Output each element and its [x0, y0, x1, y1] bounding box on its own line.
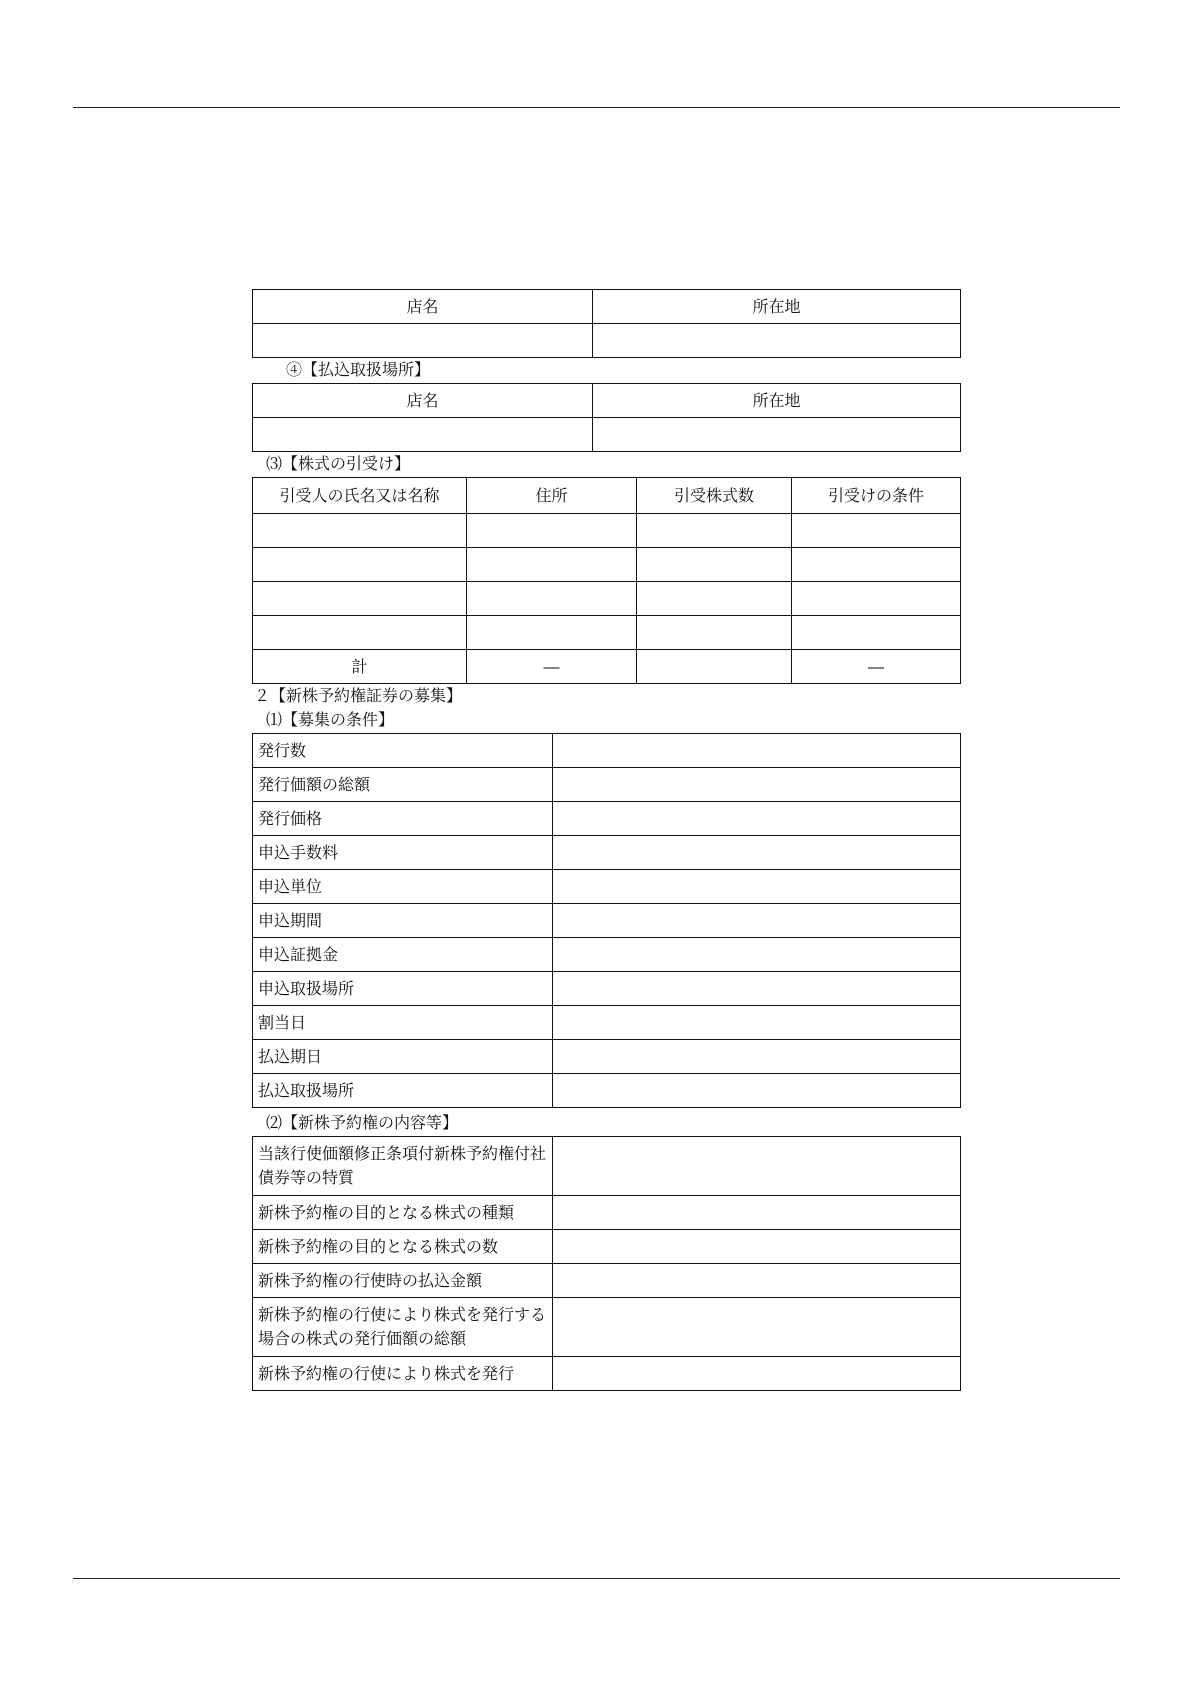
table-header-row — [253, 290, 961, 324]
table-row — [253, 418, 961, 452]
table-row — [253, 1196, 961, 1230]
row-value — [553, 972, 961, 1006]
table-row — [253, 938, 961, 972]
table-row — [253, 1264, 961, 1298]
table-cell — [637, 548, 792, 582]
header-cell: 引受株式数 — [637, 478, 792, 514]
row-label: 新株予約権の行使により株式を発行 — [253, 1357, 553, 1391]
table-cell — [792, 548, 961, 582]
table-cell — [637, 650, 792, 684]
row-value — [553, 1230, 961, 1264]
table-cell — [792, 514, 961, 548]
table-cell — [253, 514, 467, 548]
table-cell — [637, 514, 792, 548]
table-cell: ― — [467, 650, 637, 684]
header-cell: 所在地 — [593, 290, 961, 324]
total-label: 計 — [253, 650, 467, 684]
table-cell — [253, 548, 467, 582]
content-table — [252, 1136, 961, 1391]
table-cell — [593, 418, 961, 452]
header-rule — [73, 107, 1120, 108]
payment-place-heading: ④【払込取扱場所】 — [286, 360, 431, 379]
row-label: 申込単位 — [253, 870, 553, 904]
row-value — [553, 904, 961, 938]
row-label: 新株予約権の目的となる株式の種類 — [253, 1196, 553, 1230]
table-row — [253, 582, 961, 616]
row-label: 発行価格 — [253, 802, 553, 836]
table-row — [253, 904, 961, 938]
section-2-heading: ２【新株予約権証券の募集】 — [254, 686, 463, 705]
row-label: 新株予約権の行使により株式を発行する場合の株式の発行価額の総額 — [253, 1298, 553, 1357]
row-label: 新株予約権の行使時の払込金額 — [253, 1264, 553, 1298]
row-value — [553, 1196, 961, 1230]
row-value — [553, 1006, 961, 1040]
row-label: 発行価額の総額 — [253, 768, 553, 802]
table-cell — [467, 582, 637, 616]
table-cell — [637, 582, 792, 616]
row-label: 払込取扱場所 — [253, 1074, 553, 1108]
table-row — [253, 548, 961, 582]
footer-rule — [73, 1578, 1120, 1579]
header-cell: 所在地 — [593, 384, 961, 418]
table-cell: ― — [792, 650, 961, 684]
table-row — [253, 1298, 961, 1357]
table-row — [253, 870, 961, 904]
row-value — [553, 802, 961, 836]
row-label: 申込取扱場所 — [253, 972, 553, 1006]
row-label: 申込手数料 — [253, 836, 553, 870]
table-cell — [637, 616, 792, 650]
content-heading: ⑵【新株予約権の内容等】 — [266, 1113, 459, 1132]
row-value — [553, 938, 961, 972]
row-value — [553, 734, 961, 768]
table-row — [253, 768, 961, 802]
table-cell — [467, 514, 637, 548]
table-cell — [253, 616, 467, 650]
table-cell — [253, 582, 467, 616]
row-label: 払込期日 — [253, 1040, 553, 1074]
conditions-table — [252, 733, 961, 1108]
row-value — [553, 1040, 961, 1074]
table-cell — [253, 418, 593, 452]
table-row — [253, 1230, 961, 1264]
header-cell: 店名 — [253, 384, 593, 418]
total-row — [253, 650, 961, 684]
header-cell: 住所 — [467, 478, 637, 514]
table-cell — [792, 616, 961, 650]
table-row — [253, 1040, 961, 1074]
row-label: 発行数 — [253, 734, 553, 768]
row-label: 申込証拠金 — [253, 938, 553, 972]
row-value — [553, 768, 961, 802]
table-row — [253, 734, 961, 768]
table-row — [253, 802, 961, 836]
table-row — [253, 1137, 961, 1196]
table-cell — [467, 616, 637, 650]
table-row — [253, 836, 961, 870]
row-value — [553, 1074, 961, 1108]
table-cell — [253, 324, 593, 358]
table-row — [253, 1074, 961, 1108]
table-cell — [467, 548, 637, 582]
row-label: 当該行使価額修正条項付新株予約権付社債券等の特質 — [253, 1137, 553, 1196]
row-label: 申込期間 — [253, 904, 553, 938]
underwriting-heading: ⑶【株式の引受け】 — [266, 454, 411, 473]
row-value — [553, 870, 961, 904]
table-cell — [792, 582, 961, 616]
row-value — [553, 836, 961, 870]
header-cell: 引受人の氏名又は名称 — [253, 478, 467, 514]
table-header-row — [253, 478, 961, 514]
underwriting-table — [252, 477, 961, 684]
conditions-heading: ⑴【募集の条件】 — [266, 710, 395, 729]
table-row — [253, 1357, 961, 1391]
header-cell: 店名 — [253, 290, 593, 324]
table-row — [253, 972, 961, 1006]
table-cell — [593, 324, 961, 358]
row-label: 割当日 — [253, 1006, 553, 1040]
row-value — [553, 1357, 961, 1391]
payment-place-table — [252, 383, 961, 452]
table-header-row — [253, 384, 961, 418]
row-label: 新株予約権の目的となる株式の数 — [253, 1230, 553, 1264]
row-value — [553, 1137, 961, 1196]
table-row — [253, 514, 961, 548]
header-cell: 引受けの条件 — [792, 478, 961, 514]
row-value — [553, 1298, 961, 1357]
row-value — [553, 1264, 961, 1298]
branch-table — [252, 289, 961, 358]
table-row — [253, 1006, 961, 1040]
table-row — [253, 324, 961, 358]
table-row — [253, 616, 961, 650]
